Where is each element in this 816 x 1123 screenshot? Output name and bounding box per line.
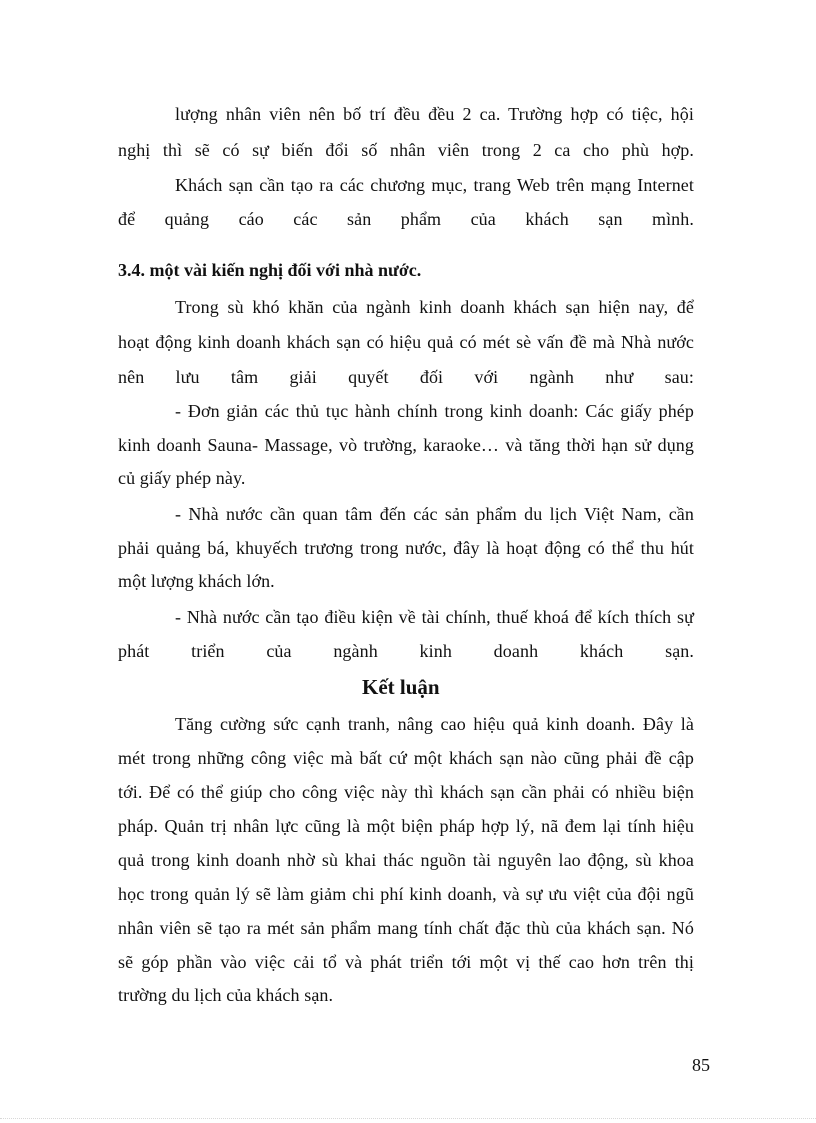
body-text-line: củ giấy phép này. [118,468,246,488]
body-text-line: nhân viên sẽ tạo ra mét sản phẩm mang tính chất đặc thù của khách sạn. Nó [118,918,694,938]
body-text-line: mét trong những công việc mà bất cứ một khách sạn nào cũng phải đề cập [118,748,694,768]
page-number: 85 [692,1055,710,1075]
body-text-line: sẽ góp phần vào việc cải tổ và phát triển tới một vị thế cao hơn trên thị [118,952,694,972]
bullet-text-line: - Nhà nước cần quan tâm đến các sản phẩm du lịch Việt Nam, cần [175,504,694,524]
body-text-line: phải quảng bá, khuyếch trương trong nước, đây là hoạt động có thể thu hút [118,538,694,558]
body-text-line: Tăng cường sức cạnh tranh, nâng cao hiệu quả kinh doanh. Đây là [175,714,694,734]
body-text-line: lượng nhân viên nên bố trí đều đều 2 ca. Trường hợp có tiệc, hội [175,104,694,124]
body-text-line: Trong sù khó khăn của ngành kinh doanh khách sạn hiện nay, để [175,297,694,317]
body-text-line: học trong quản lý sẽ làm giảm chi phí kinh doanh, và sự ưu việt của đội ngũ [118,884,694,904]
bullet-text-line: - Nhà nước cần tạo điều kiện về tài chính, thuế khoá để kích thích sự [175,607,694,627]
body-text-line: một lượng khách lớn. [118,571,275,591]
section-heading: 3.4. một vài kiến nghị đối với nhà nước. [118,260,422,280]
body-text-line: hoạt động kinh doanh khách sạn có hiệu quả có mét sè vấn đề mà Nhà nước [118,332,694,352]
body-text-line: tới. Để có thể giúp cho công việc này thì khách sạn cần phải có nhiều biện [118,782,694,802]
page-bottom-divider [0,1118,816,1119]
body-text-line: nghị thì sẽ có sự biến đổi số nhân viên trong 2 ca cho phù hợp. [118,140,694,160]
body-text-line: để quảng cáo các sản phẩm của khách sạn mình. [118,209,694,229]
body-text-line: quả trong kinh doanh nhờ sù khai thác nguồn tài nguyên lao động, sù khoa [118,850,694,870]
body-text-line: nên lưu tâm giải quyết đối với ngành như sau: [118,367,694,387]
body-text-line: pháp. Quản trị nhân lực cũng là một biện pháp hợp lý, nã đem lại tính hiệu [118,816,694,836]
body-text-line: phát triển của ngành kinh doanh khách sạn. [118,641,694,661]
body-text-line: trường du lịch của khách sạn. [118,985,334,1005]
conclusion-title: Kết luận [362,675,440,699]
body-text-line: Khách sạn cần tạo ra các chương mục, trang Web trên mạng Internet [175,175,694,195]
bullet-text-line: - Đơn giản các thủ tục hành chính trong kinh doanh: Các giấy phép [175,401,694,421]
body-text-line: kinh doanh Sauna- Massage, vò trường, karaoke… và tăng thời hạn sử dụng [118,435,694,455]
